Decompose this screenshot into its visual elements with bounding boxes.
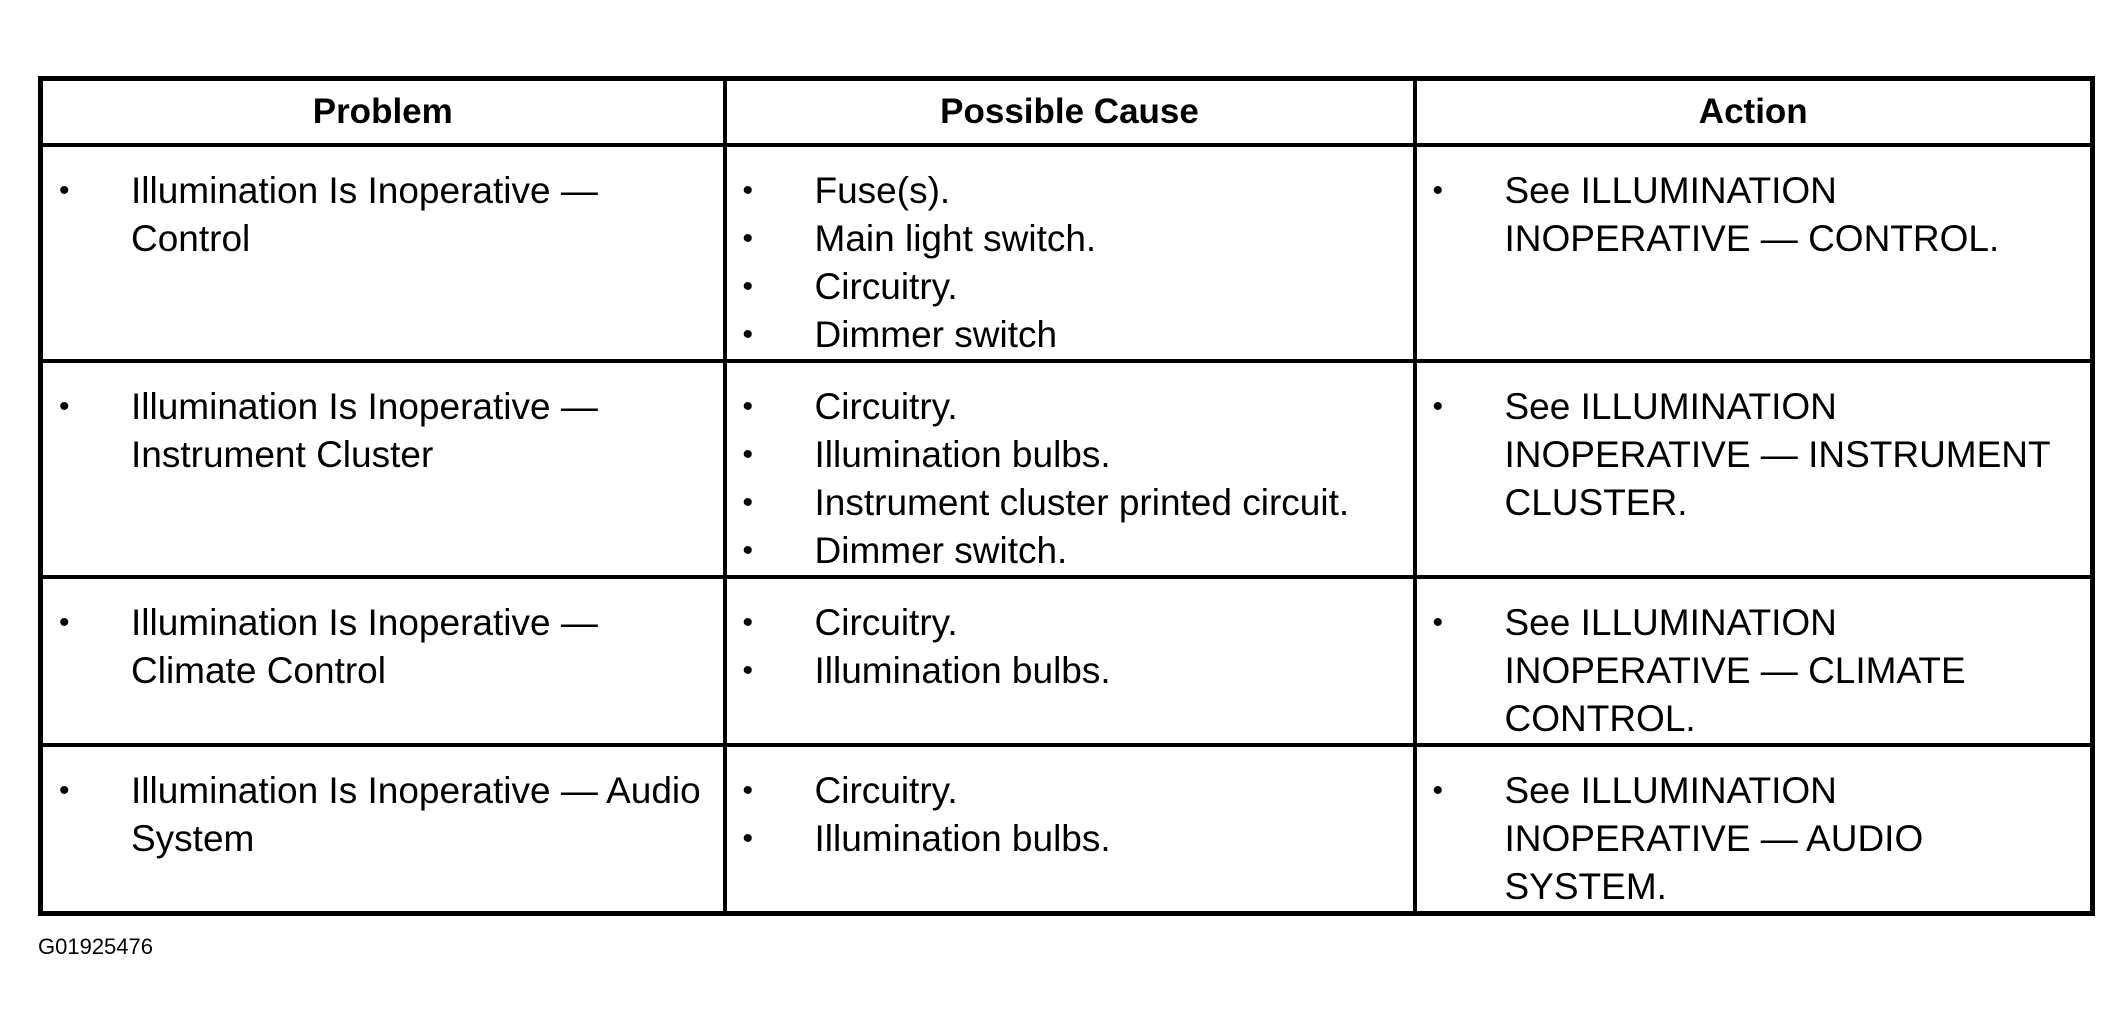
cause-text: Illumination bulbs. (814, 650, 1111, 691)
table-row (41, 745, 2093, 914)
problem-text: Illumination Is Inoperative — Audio System (131, 770, 701, 859)
cause-text: Fuse(s). (814, 170, 951, 211)
bullet-icon: • (59, 174, 70, 207)
table-row (41, 577, 2093, 745)
cause-item (727, 527, 1393, 575)
bullet-icon: • (742, 438, 754, 471)
table-header-row (41, 79, 2093, 146)
action-cell (1415, 361, 2093, 577)
action-cell (1415, 745, 2093, 914)
header-problem: Problem (41, 79, 725, 146)
diagnostic-table (38, 76, 2095, 916)
cause-text: Circuitry. (814, 602, 958, 643)
cause-text: Illumination bulbs. (814, 434, 1111, 475)
problem-cell (41, 577, 725, 745)
cause-item (727, 311, 1393, 359)
problem-text: Illumination Is Inoperative — Instrument Cluster (131, 386, 598, 475)
header-action: Action (1415, 79, 2093, 146)
cause-text: Circuitry. (814, 770, 958, 811)
cause-text: Illumination bulbs. (814, 818, 1111, 859)
bullet-icon: • (742, 270, 754, 303)
bullet-icon: • (59, 606, 70, 639)
bullet-icon: • (742, 222, 754, 255)
action-cell (1415, 145, 2093, 361)
action-item (1417, 599, 2071, 743)
problem-cell (41, 361, 725, 577)
cause-item (727, 479, 1393, 527)
cause-cell (725, 745, 1415, 914)
cause-text: Instrument cluster printed circuit. (814, 482, 1350, 523)
bullet-icon: • (742, 486, 754, 519)
cause-cell (725, 577, 1415, 745)
cause-item (727, 815, 1393, 863)
bullet-icon: • (742, 534, 754, 567)
bullet-icon: • (1432, 174, 1444, 207)
cause-item (727, 167, 1393, 215)
figure-id: G01925476 (38, 934, 153, 959)
action-item (1417, 383, 2071, 527)
cause-text: Main light switch. (814, 218, 1097, 259)
bullet-icon: • (59, 390, 70, 423)
bullet-icon: • (742, 318, 754, 351)
action-text: See ILLUMINATION INOPERATIVE — CONTROL. (1504, 170, 2000, 259)
problem-text: Illumination Is Inoperative — Control (131, 170, 598, 259)
bullet-icon: • (742, 606, 754, 639)
bullet-icon: • (742, 390, 754, 423)
cause-item (727, 647, 1393, 695)
cause-item (727, 383, 1393, 431)
action-item (1417, 767, 2071, 911)
cause-text: Circuitry. (814, 266, 958, 307)
bullet-icon: • (742, 822, 754, 855)
cause-text: Circuitry. (814, 386, 958, 427)
cause-cell (725, 361, 1415, 577)
bullet-icon: • (59, 774, 70, 807)
action-text: See ILLUMINATION INOPERATIVE — AUDIO SYSTEM. (1504, 770, 1924, 907)
bullet-icon: • (742, 174, 754, 207)
table-row (41, 145, 2093, 361)
action-text: See ILLUMINATION INOPERATIVE — INSTRUMENT CLUSTER. (1504, 386, 2050, 523)
cause-item (727, 215, 1393, 263)
bullet-icon: • (1432, 774, 1444, 807)
cause-cell (725, 145, 1415, 361)
cause-item (727, 599, 1393, 647)
problem-item (43, 767, 703, 863)
problem-text: Illumination Is Inoperative — Climate Control (131, 602, 598, 691)
problem-item (43, 599, 703, 695)
cause-item (727, 767, 1393, 815)
cause-text: Dimmer switch (814, 314, 1058, 355)
bullet-icon: • (1432, 390, 1444, 423)
problem-cell (41, 745, 725, 914)
problem-item (43, 383, 703, 479)
bullet-icon: • (742, 654, 754, 687)
bullet-icon: • (742, 774, 754, 807)
bullet-icon: • (1432, 606, 1444, 639)
action-text: See ILLUMINATION INOPERATIVE — CLIMATE CONTROL. (1504, 602, 1966, 739)
problem-item (43, 167, 703, 263)
table-row (41, 361, 2093, 577)
action-item (1417, 167, 2071, 263)
cause-item (727, 263, 1393, 311)
header-possible-cause: Possible Cause (725, 79, 1415, 146)
problem-cell (41, 145, 725, 361)
action-cell (1415, 577, 2093, 745)
cause-item (727, 431, 1393, 479)
cause-text: Dimmer switch. (814, 530, 1068, 571)
